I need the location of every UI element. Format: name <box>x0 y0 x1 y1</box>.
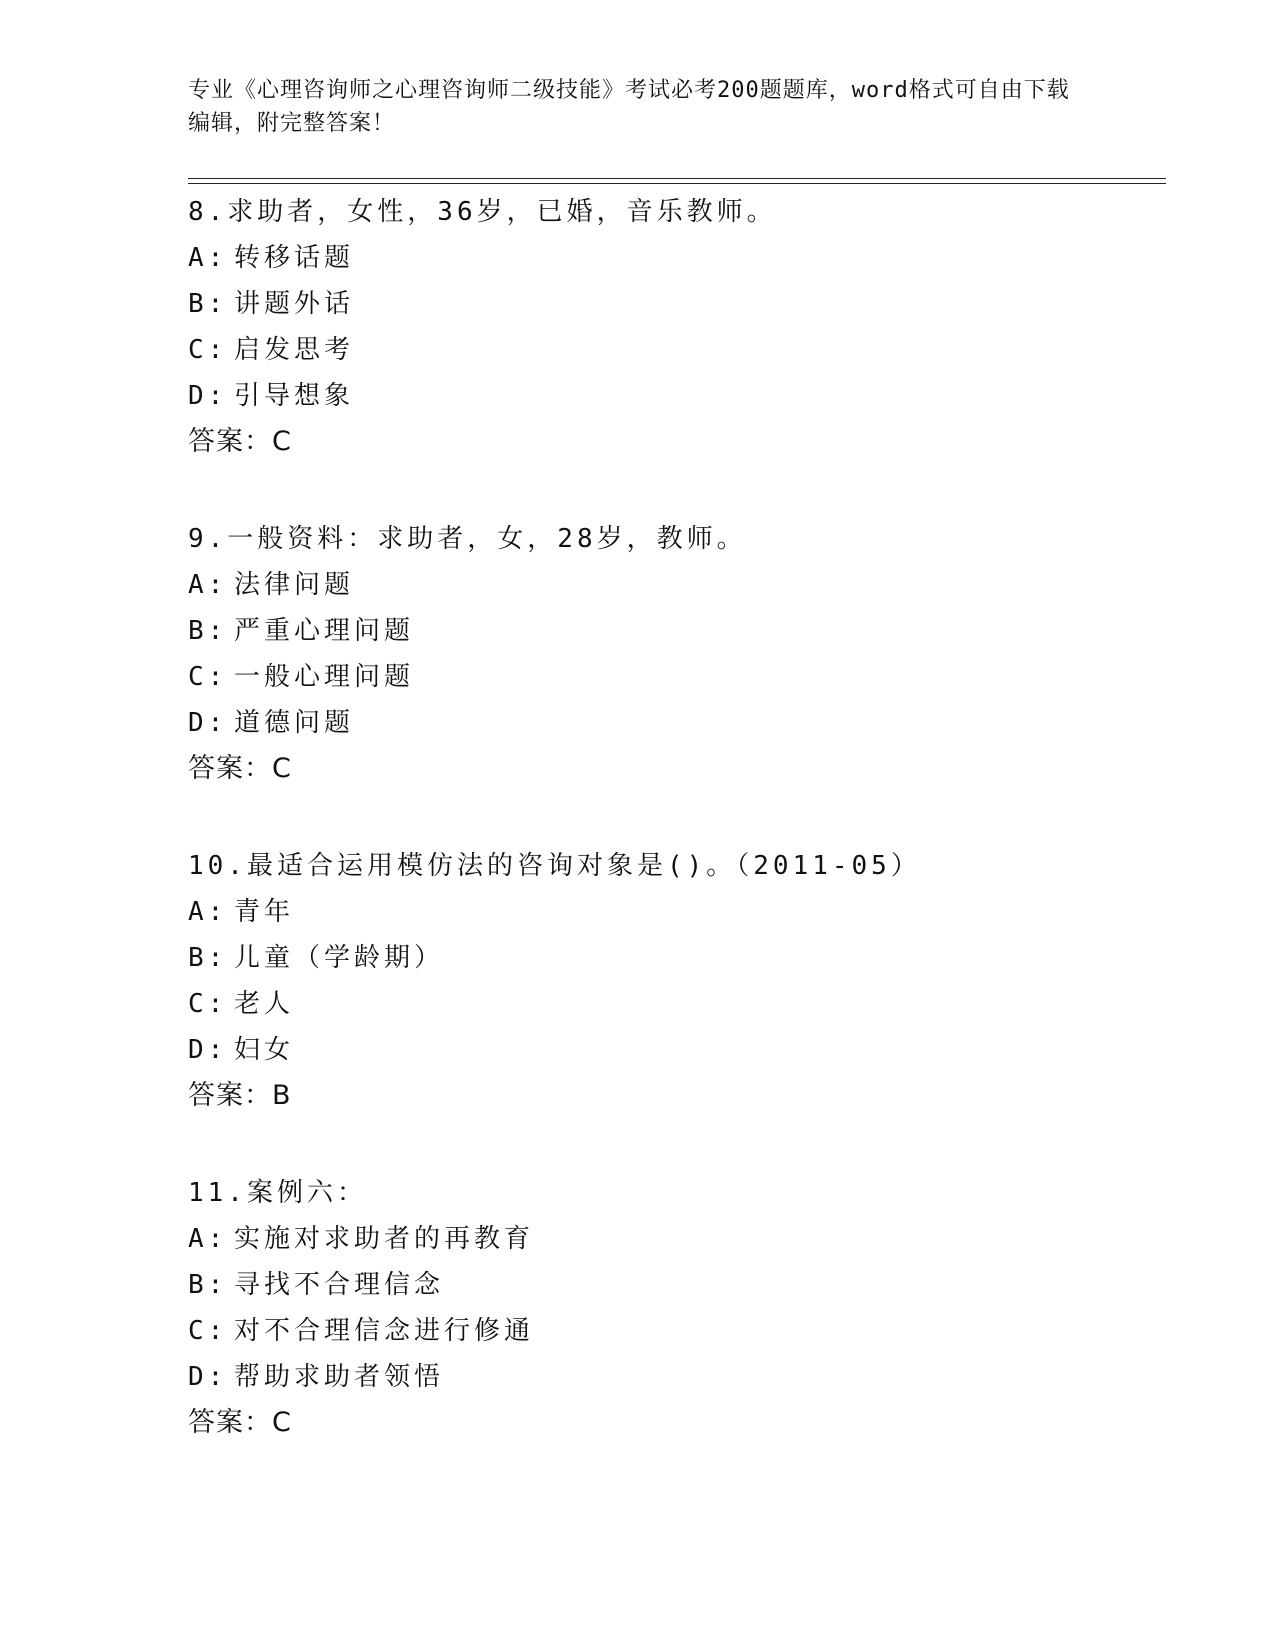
option-key: A: <box>188 1224 228 1254</box>
question-title: 9.一般资料：求助者，女，28岁，教师。 <box>188 524 747 554</box>
option-text: 转移话题 <box>234 243 355 273</box>
option-key: D: <box>188 1035 228 1065</box>
answer-line: 答案：C <box>188 426 292 457</box>
option-key: C: <box>188 662 228 692</box>
option-text: 儿童（学龄期） <box>234 943 445 973</box>
option-text: 对不合理信念进行修通 <box>234 1316 535 1346</box>
header-divider-bottom <box>188 183 1166 184</box>
option-key: C: <box>188 1316 228 1346</box>
option-text: 实施对求助者的再教育 <box>234 1224 535 1254</box>
question-title: 11.案例六： <box>188 1178 367 1208</box>
option-c <box>188 654 1168 700</box>
option-key: B: <box>188 943 228 973</box>
option-text: 寻找不合理信念 <box>234 1270 445 1300</box>
option-key: A: <box>188 243 228 273</box>
question-title: 10.最适合运用模仿法的咨询对象是()。（2011-05） <box>188 851 921 881</box>
question-item <box>188 516 1168 792</box>
question-title: 8.求助者，女性，36岁，已婚，音乐教师。 <box>188 197 777 227</box>
option-text: 妇女 <box>234 1035 295 1065</box>
document-header: 专业《心理咨询师之心理咨询师二级技能》考试必考200题题库，word格式可自由下载编辑，附完整答案！ <box>188 78 1070 136</box>
option-c <box>188 327 1168 373</box>
question-item <box>188 189 1168 465</box>
option-key: B: <box>188 616 228 646</box>
header-divider-top <box>188 178 1166 179</box>
option-d <box>188 1027 1168 1073</box>
option-text: 法律问题 <box>234 570 355 600</box>
option-a <box>188 562 1168 608</box>
option-key: D: <box>188 381 228 411</box>
option-key: D: <box>188 708 228 738</box>
option-b <box>188 1262 1168 1308</box>
question-list <box>188 189 1168 1497</box>
option-key: A: <box>188 570 228 600</box>
option-c <box>188 1308 1168 1354</box>
answer-line: 答案：C <box>188 753 292 784</box>
question-item <box>188 843 1168 1119</box>
option-text: 启发思考 <box>234 335 355 365</box>
option-d <box>188 700 1168 746</box>
question-item <box>188 1170 1168 1446</box>
option-a <box>188 1216 1168 1262</box>
option-key: C: <box>188 989 228 1019</box>
answer-line: 答案：C <box>188 1407 292 1438</box>
option-text: 道德问题 <box>234 708 355 738</box>
option-key: A: <box>188 897 228 927</box>
option-text: 一般心理问题 <box>234 662 415 692</box>
option-key: B: <box>188 289 228 319</box>
option-b <box>188 608 1168 654</box>
option-key: B: <box>188 1270 228 1300</box>
option-text: 老人 <box>234 989 295 1019</box>
option-key: C: <box>188 335 228 365</box>
option-key: D: <box>188 1362 228 1392</box>
option-b <box>188 281 1168 327</box>
option-text: 严重心理问题 <box>234 616 415 646</box>
option-d <box>188 373 1168 419</box>
option-text: 帮助求助者领悟 <box>234 1362 445 1392</box>
option-a <box>188 889 1168 935</box>
option-a <box>188 235 1168 281</box>
option-text: 讲题外话 <box>234 289 355 319</box>
option-text: 青年 <box>234 897 295 927</box>
option-c <box>188 981 1168 1027</box>
option-d <box>188 1354 1168 1400</box>
answer-line: 答案：B <box>188 1080 292 1111</box>
option-text: 引导想象 <box>234 381 355 411</box>
option-b <box>188 935 1168 981</box>
